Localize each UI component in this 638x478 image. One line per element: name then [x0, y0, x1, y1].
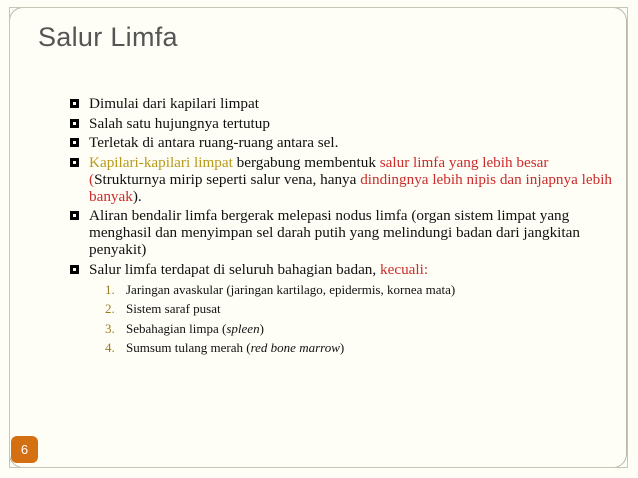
bullet-square-icon [70, 158, 79, 167]
bullet-text-highlight: salur limfa yang lebih besar ( [89, 153, 549, 188]
frame-right-line [627, 7, 628, 468]
list-text-italic: spleen [226, 320, 260, 336]
bullet-item [68, 154, 613, 205]
list-number: 1. [105, 281, 115, 297]
list-text: ) [259, 320, 264, 336]
frame-left-line [9, 7, 10, 468]
bullet-text: Strukturnya mirip seperti salur vena, hanya [94, 170, 361, 188]
list-item [105, 282, 613, 298]
list-text: Sebahagian limpa ( [126, 320, 227, 336]
slide-content [68, 95, 613, 360]
list-text: Jaringan avaskular (jaringan kartilago, epidermis, kornea mata) [126, 281, 456, 297]
bullet-square-icon [70, 99, 79, 108]
bullet-square-icon [70, 265, 79, 274]
bullet-text: Salah satu hujungnya tertutup [89, 114, 270, 132]
bullet-text-highlight: dindingnya lebih nipis dan injapnya lebih banyak [89, 170, 613, 205]
exception-list [89, 282, 613, 357]
list-number: 2. [105, 301, 115, 316]
bullet-text: Salur limfa terdapat di seluruh bahagian badan, [89, 260, 380, 278]
bullet-item [68, 134, 613, 151]
list-number: 3. [105, 320, 115, 336]
bullet-square-icon [70, 119, 79, 128]
bullet-item [68, 261, 613, 357]
bullet-item [68, 95, 613, 112]
bullet-square-icon [70, 138, 79, 147]
list-number: 4. [105, 340, 115, 355]
bullet-text: Terletak di antara ruang-ruang antara sel. [89, 134, 339, 151]
page-number-badge: 6 [11, 436, 38, 463]
bullet-text: bergabung membentuk [232, 153, 380, 171]
list-text: ) [339, 340, 345, 355]
bullet-text-highlight: kecuali: [380, 260, 429, 278]
list-text: Sumsum tulang merah ( [126, 340, 251, 355]
bullet-text-highlight: Kapilari-kapilari limpat [89, 153, 233, 171]
list-item [105, 321, 613, 337]
bullet-item [68, 115, 613, 132]
list-item [105, 340, 613, 356]
bullet-item [68, 207, 613, 258]
list-text-italic: red bone marrow [250, 340, 340, 355]
slide-title: Salur Limfa [38, 22, 178, 52]
frame-top-line [9, 7, 628, 8]
bullet-square-icon [70, 211, 79, 220]
list-item [105, 301, 613, 317]
list-text: Sistem saraf pusat [126, 301, 221, 316]
frame-bottom-line [9, 467, 628, 468]
bullet-text: ). [132, 187, 142, 205]
bullet-text: Dimulai dari kapilari limpat [89, 95, 259, 112]
bullet-text: Aliran bendalir limfa bergerak melepasi nodus limfa (organ sistem limpat yang menghasil dan menyimpan sel darah putih yang melindungi badan dari jangkitan penyakit) [89, 207, 580, 258]
